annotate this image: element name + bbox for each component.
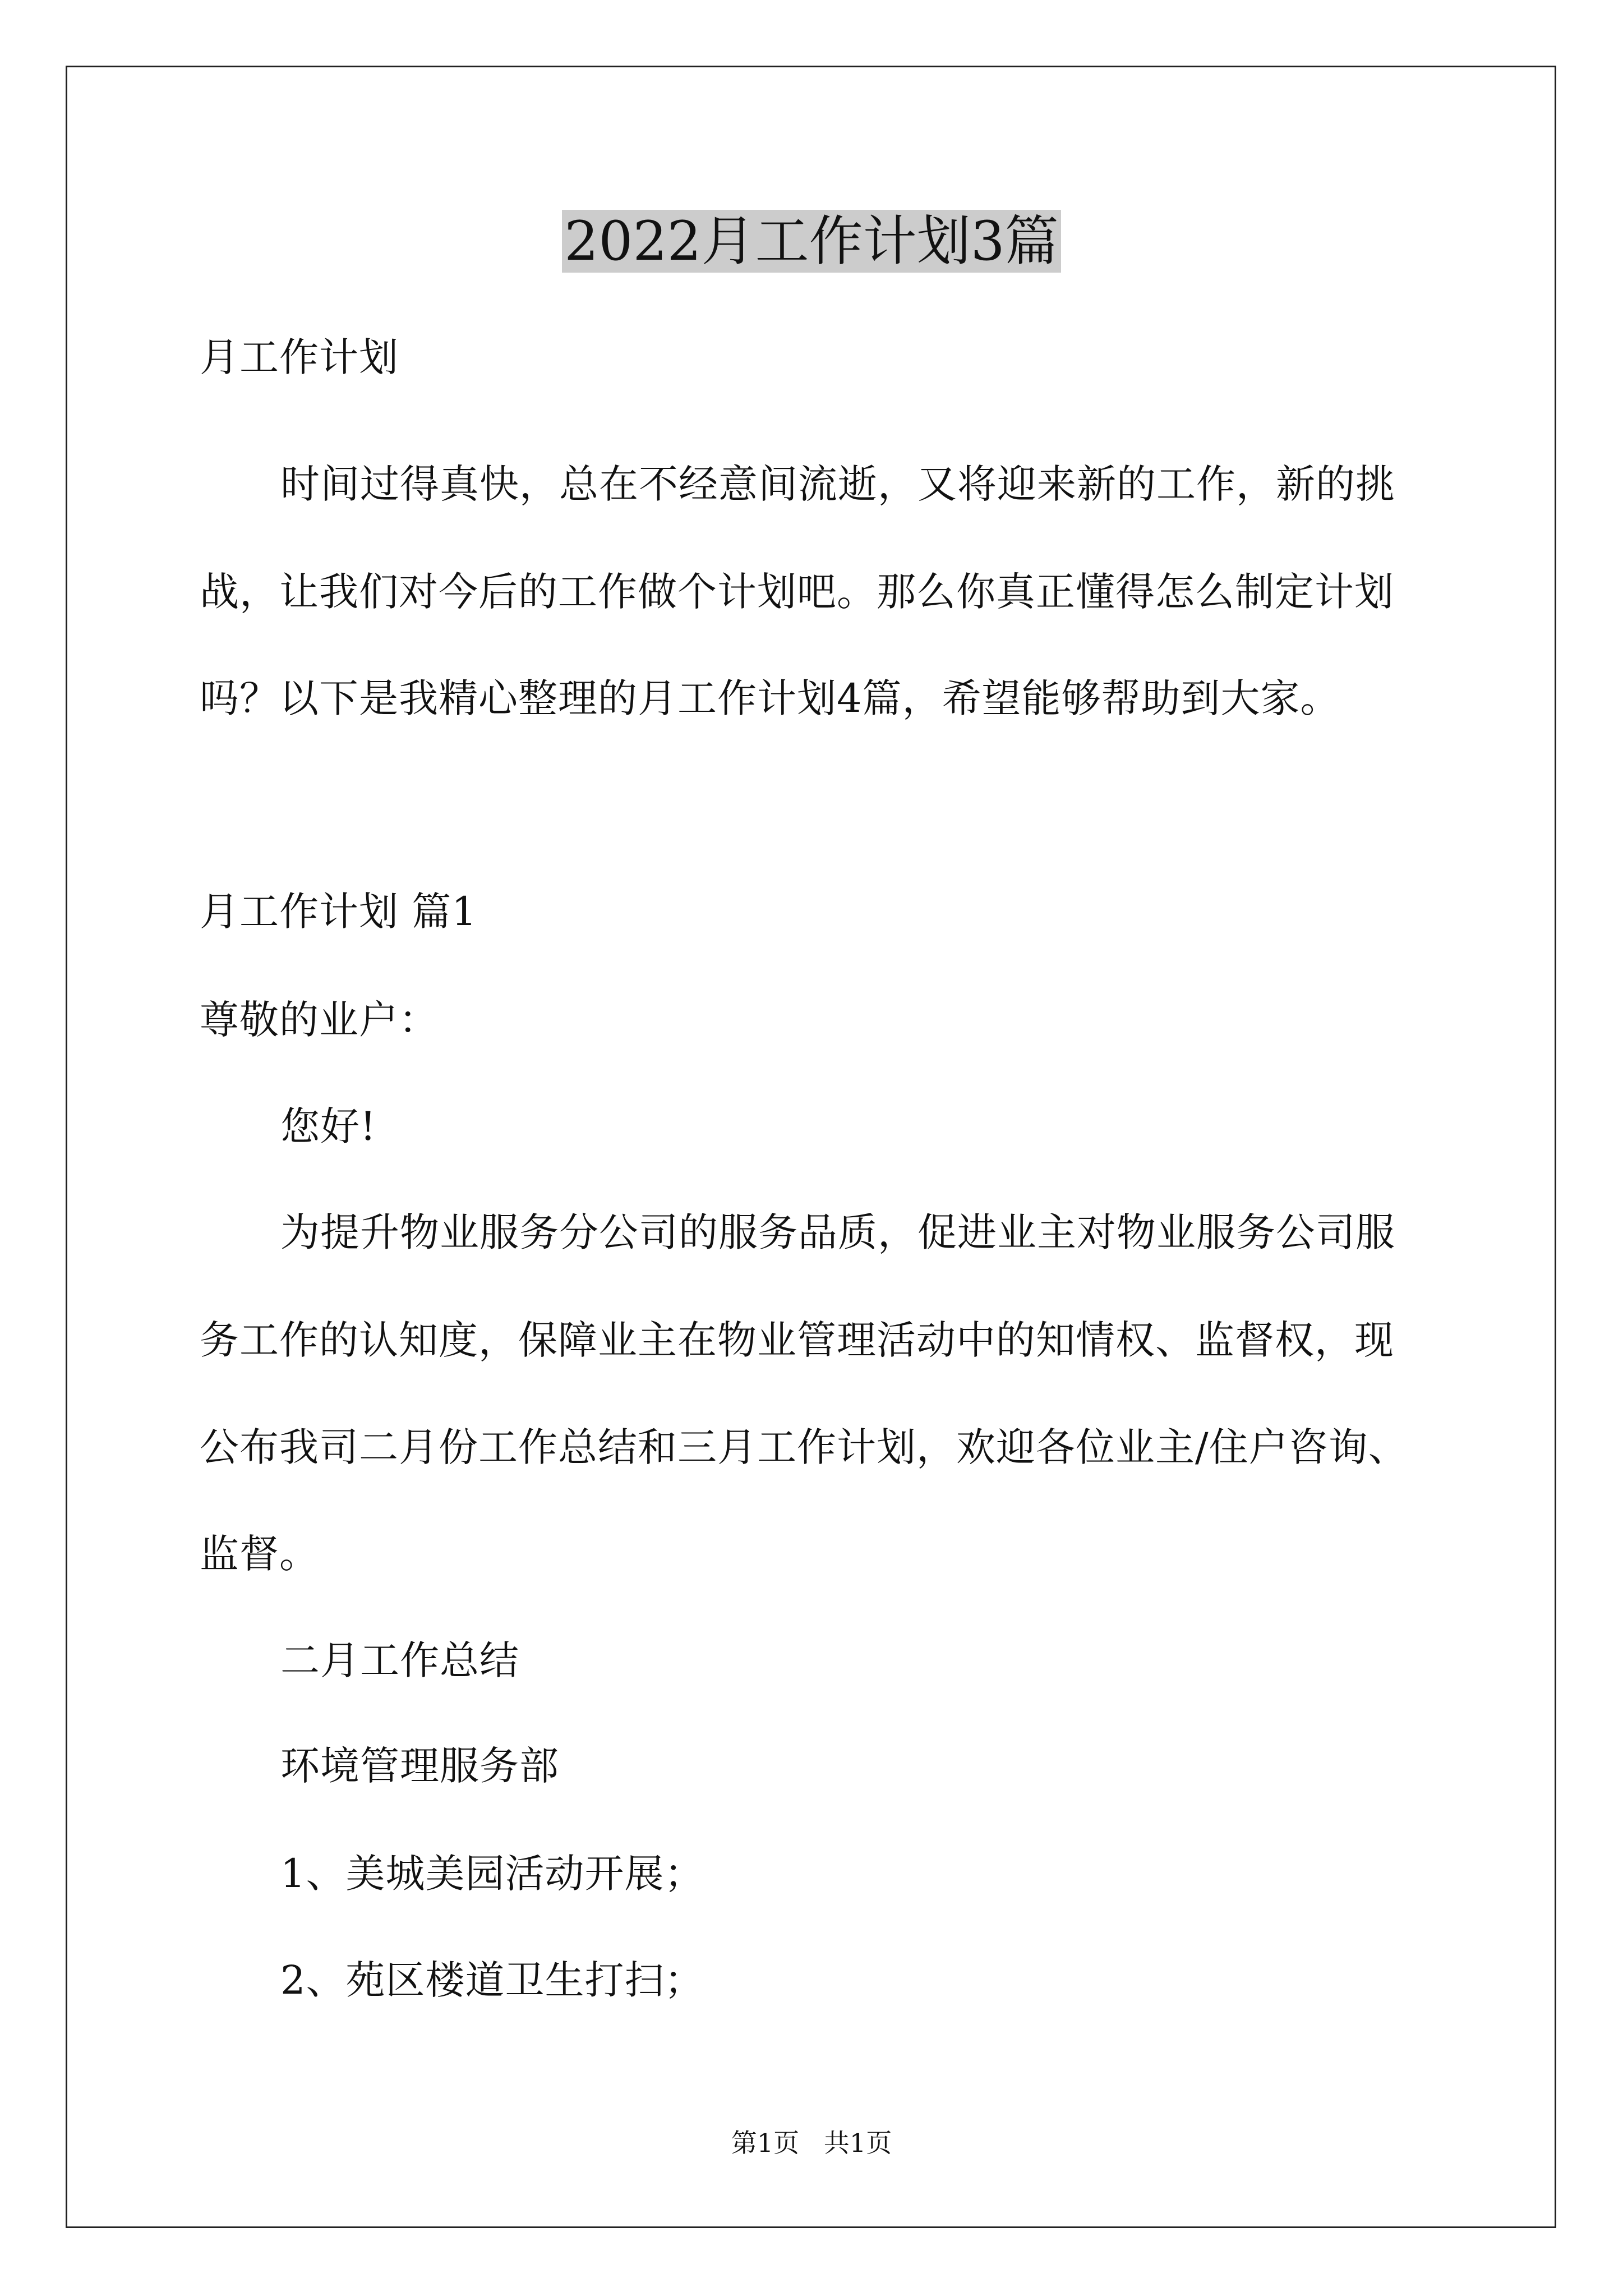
body-line-1: 为提升物业服务分公司的服务品质，促进业主对物业服务公司服 — [280, 1209, 1395, 1255]
greeting: 您好! — [280, 1103, 377, 1149]
body-line-2: 务工作的认知度，保障业主在物业管理活动中的知情权、监督权，现 — [200, 1317, 1394, 1363]
department: 环境管理服务部 — [280, 1743, 559, 1789]
intro-line-1: 时间过得真快，总在不经意间流逝，又将迎来新的工作，新的挑 — [280, 461, 1395, 507]
document-title — [0, 208, 1623, 275]
summary-title: 二月工作总结 — [280, 1637, 519, 1683]
heading: 月工作计划 — [200, 334, 399, 380]
salutation: 尊敬的业户： — [200, 997, 439, 1043]
body-line-4: 监督。 — [200, 1531, 319, 1577]
body-line-3: 公布我司二月份工作总结和三月工作计划，欢迎各位业主/住户咨询、 — [200, 1424, 1408, 1470]
list-item-1: 1、美城美园活动开展； — [280, 1851, 704, 1897]
intro-line-3: 吗？以下是我精心整理的月工作计划4篇，希望能够帮助到大家。 — [200, 675, 1340, 721]
list-item-2: 2、苑区楼道卫生打扫； — [280, 1957, 704, 2003]
page-footer: 第1页 共1页 — [731, 2128, 892, 2158]
document-title-text: 2022月工作计划3篇 — [562, 210, 1061, 273]
intro-line-2: 战，让我们对今后的工作做个计划吧。那么你真正懂得怎么制定计划 — [200, 569, 1394, 615]
section-title: 月工作计划 篇1 — [200, 889, 477, 935]
